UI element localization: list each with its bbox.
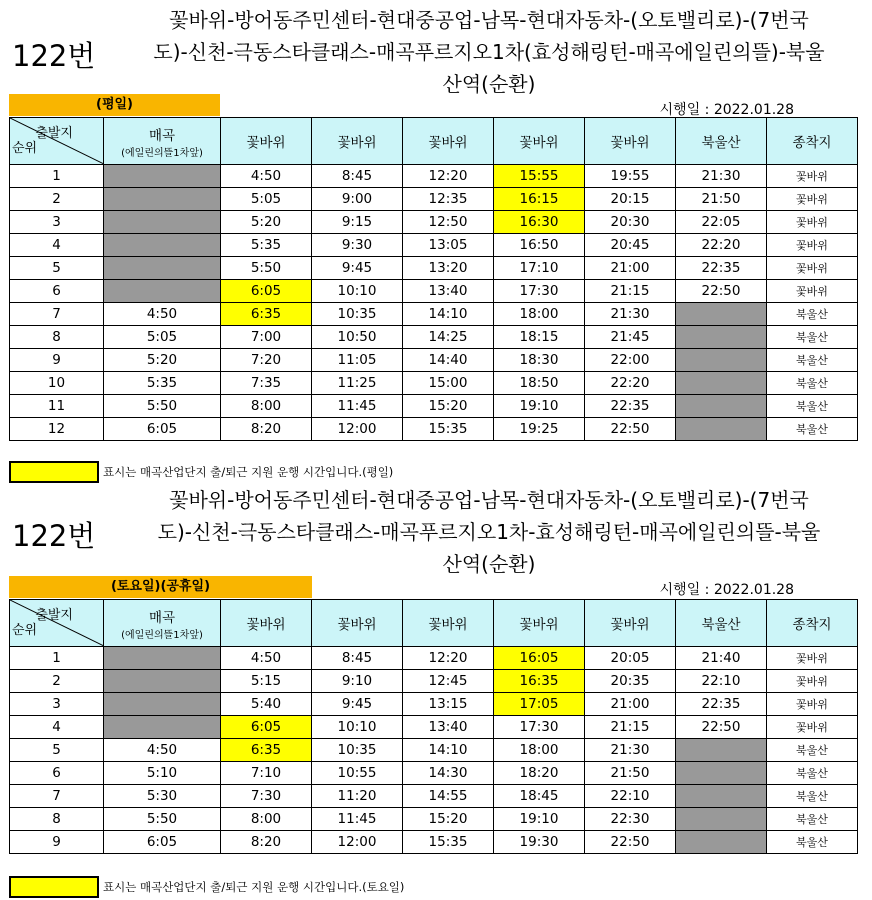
time-cell: 10:10: [312, 716, 403, 739]
time-cell: 9:00: [312, 188, 403, 211]
table-row: [10, 165, 858, 188]
terminal-cell: 꽃바위: [767, 211, 858, 234]
terminal-cell: 꽃바위: [767, 188, 858, 211]
time-cell: 20:45: [585, 234, 676, 257]
rank-cell: 8: [10, 808, 104, 831]
time-cell: [676, 739, 767, 762]
time-cell: 17:10: [494, 257, 585, 280]
header-maegok: [104, 600, 221, 647]
time-cell: 16:05: [494, 647, 585, 670]
timetable-body: [10, 647, 858, 854]
diagonal-header-cell: [10, 600, 104, 647]
header-col6: 꽃바위: [585, 118, 676, 165]
time-cell: 8:45: [312, 165, 403, 188]
time-cell: 4:50: [221, 647, 312, 670]
terminal-cell: 북울산: [767, 418, 858, 441]
table-row: [10, 808, 858, 831]
terminal-cell: 북울산: [767, 808, 858, 831]
time-cell: 10:35: [312, 739, 403, 762]
time-cell: 21:45: [585, 326, 676, 349]
effective-date: 시행일 : 2022.01.28: [659, 582, 794, 598]
time-cell: 10:10: [312, 280, 403, 303]
time-cell: 15:00: [403, 372, 494, 395]
rank-cell: 2: [10, 670, 104, 693]
time-cell: 13:40: [403, 716, 494, 739]
time-cell: 11:05: [312, 349, 403, 372]
rank-cell: 1: [10, 647, 104, 670]
terminal-cell: 북울산: [767, 739, 858, 762]
time-cell: 11:45: [312, 395, 403, 418]
time-cell: 5:35: [104, 372, 221, 395]
rank-cell: 6: [10, 280, 104, 303]
table-row: [10, 211, 858, 234]
rank-cell: 2: [10, 188, 104, 211]
time-cell: 5:05: [104, 326, 221, 349]
header-col4: 꽃바위: [403, 600, 494, 647]
time-cell: 5:30: [104, 785, 221, 808]
time-cell: 8:45: [312, 647, 403, 670]
timetable: [9, 599, 858, 854]
time-cell: 8:20: [221, 831, 312, 854]
table-row: [10, 670, 858, 693]
time-cell: 18:15: [494, 326, 585, 349]
header-row: [10, 600, 858, 647]
time-cell: 21:30: [585, 303, 676, 326]
time-cell: [676, 808, 767, 831]
time-cell: [676, 349, 767, 372]
time-cell: 16:50: [494, 234, 585, 257]
time-cell: 21:00: [585, 257, 676, 280]
time-cell: 12:00: [312, 831, 403, 854]
time-cell: 17:05: [494, 693, 585, 716]
time-cell: [104, 211, 221, 234]
time-cell: 5:50: [104, 395, 221, 418]
time-cell: [104, 165, 221, 188]
route-number: 122번: [12, 39, 96, 73]
time-cell: 18:50: [494, 372, 585, 395]
time-cell: 18:00: [494, 739, 585, 762]
time-cell: 22:35: [676, 257, 767, 280]
time-cell: 21:00: [585, 693, 676, 716]
table-row: [10, 739, 858, 762]
time-cell: 4:50: [104, 739, 221, 762]
time-cell: 22:20: [676, 234, 767, 257]
terminal-cell: 북울산: [767, 326, 858, 349]
time-cell: 10:55: [312, 762, 403, 785]
header-col7: 북울산: [676, 600, 767, 647]
time-cell: 21:40: [676, 647, 767, 670]
rank-cell: 11: [10, 395, 104, 418]
legend-swatch: [9, 461, 99, 483]
time-cell: 15:55: [494, 165, 585, 188]
time-cell: 22:35: [585, 395, 676, 418]
rank-cell: 4: [10, 716, 104, 739]
rank-label: 순위: [12, 141, 38, 156]
table-row: [10, 762, 858, 785]
rank-cell: 3: [10, 211, 104, 234]
terminal-cell: 꽃바위: [767, 234, 858, 257]
route-line-2: 도)-신천-극동스타클래스-매곡푸르지오1차-효성해링턴-매곡에일린의뜰-북울: [157, 520, 821, 544]
time-cell: 22:10: [585, 785, 676, 808]
time-cell: 6:05: [221, 716, 312, 739]
time-cell: [676, 418, 767, 441]
time-cell: 9:30: [312, 234, 403, 257]
table-row: [10, 188, 858, 211]
terminal-cell: 북울산: [767, 349, 858, 372]
time-cell: 14:10: [403, 739, 494, 762]
time-cell: 19:25: [494, 418, 585, 441]
header-terminal: 종착지: [767, 600, 858, 647]
time-cell: 9:15: [312, 211, 403, 234]
table-row: [10, 716, 858, 739]
time-cell: 9:10: [312, 670, 403, 693]
header-maegok-label: 매곡: [148, 609, 176, 626]
header-col2: 꽃바위: [221, 118, 312, 165]
time-cell: 16:15: [494, 188, 585, 211]
header-maegok-label: 매곡: [148, 127, 176, 144]
table-row: [10, 418, 858, 441]
time-cell: 17:30: [494, 280, 585, 303]
time-cell: 19:55: [585, 165, 676, 188]
rank-cell: 7: [10, 303, 104, 326]
route-line-1: 꽃바위-방어동주민센터-현대중공업-남목-현대자동차-(오토밸리로)-(7번국: [169, 488, 809, 512]
time-cell: 5:20: [104, 349, 221, 372]
rank-cell: 10: [10, 372, 104, 395]
rank-cell: 5: [10, 257, 104, 280]
terminal-cell: 꽃바위: [767, 716, 858, 739]
rank-label: 순위: [12, 623, 38, 638]
time-cell: 10:50: [312, 326, 403, 349]
time-cell: 21:15: [585, 280, 676, 303]
origin-label: 출발지: [35, 608, 73, 623]
time-cell: 20:30: [585, 211, 676, 234]
time-cell: 13:40: [403, 280, 494, 303]
time-cell: 9:45: [312, 693, 403, 716]
timetable-body: [10, 165, 858, 441]
terminal-cell: 꽃바위: [767, 670, 858, 693]
rank-cell: 4: [10, 234, 104, 257]
route-line-3: 산역(순환): [442, 552, 536, 576]
header-maegok-sub: (에일린의뜰1차앞): [121, 629, 203, 641]
route-number: 122번: [12, 519, 96, 553]
time-cell: 6:05: [221, 280, 312, 303]
table-row: [10, 234, 858, 257]
time-cell: [104, 188, 221, 211]
table-row: [10, 785, 858, 808]
rank-cell: 12: [10, 418, 104, 441]
time-cell: 5:40: [221, 693, 312, 716]
time-cell: 22:30: [585, 808, 676, 831]
time-cell: 19:10: [494, 808, 585, 831]
time-cell: 22:00: [585, 349, 676, 372]
time-cell: 22:50: [676, 280, 767, 303]
time-cell: 9:45: [312, 257, 403, 280]
terminal-cell: 북울산: [767, 785, 858, 808]
time-cell: 8:00: [221, 395, 312, 418]
time-cell: [104, 234, 221, 257]
route-line-1: 꽃바위-방어동주민센터-현대중공업-남목-현대자동차-(오토밸리로)-(7번국: [169, 8, 809, 32]
terminal-cell: 북울산: [767, 372, 858, 395]
time-cell: 5:05: [221, 188, 312, 211]
time-cell: [104, 670, 221, 693]
time-cell: 16:30: [494, 211, 585, 234]
route-description: [114, 4, 864, 100]
time-cell: [676, 395, 767, 418]
terminal-cell: 꽃바위: [767, 693, 858, 716]
time-cell: [104, 257, 221, 280]
time-cell: 12:00: [312, 418, 403, 441]
time-cell: 5:35: [221, 234, 312, 257]
rank-cell: 9: [10, 831, 104, 854]
time-cell: [676, 785, 767, 808]
time-cell: 18:45: [494, 785, 585, 808]
time-cell: 17:30: [494, 716, 585, 739]
table-row: [10, 326, 858, 349]
table-row: [10, 280, 858, 303]
header-maegok: [104, 118, 221, 165]
time-cell: 20:15: [585, 188, 676, 211]
day-type-label: (토요일)(공휴일): [9, 576, 312, 598]
origin-label: 출발지: [35, 126, 73, 141]
time-cell: 4:50: [104, 303, 221, 326]
time-cell: 15:20: [403, 808, 494, 831]
time-cell: [104, 693, 221, 716]
time-cell: 22:35: [676, 693, 767, 716]
table-row: [10, 372, 858, 395]
time-cell: 22:05: [676, 211, 767, 234]
terminal-cell: 북울산: [767, 303, 858, 326]
time-cell: 8:00: [221, 808, 312, 831]
time-cell: 22:10: [676, 670, 767, 693]
time-cell: 5:10: [104, 762, 221, 785]
time-cell: 21:15: [585, 716, 676, 739]
time-cell: 7:00: [221, 326, 312, 349]
time-cell: 14:25: [403, 326, 494, 349]
time-cell: 22:20: [585, 372, 676, 395]
table-row: [10, 257, 858, 280]
rank-cell: 1: [10, 165, 104, 188]
time-cell: 21:30: [585, 739, 676, 762]
rank-cell: 8: [10, 326, 104, 349]
time-cell: 20:05: [585, 647, 676, 670]
terminal-cell: 북울산: [767, 395, 858, 418]
time-cell: 12:45: [403, 670, 494, 693]
time-cell: 19:10: [494, 395, 585, 418]
time-cell: 5:50: [104, 808, 221, 831]
time-cell: 15:35: [403, 418, 494, 441]
time-cell: 20:35: [585, 670, 676, 693]
time-cell: 12:20: [403, 647, 494, 670]
table-row: [10, 647, 858, 670]
weekend-section: [0, 484, 872, 900]
time-cell: 14:40: [403, 349, 494, 372]
time-cell: 5:15: [221, 670, 312, 693]
header-terminal: 종착지: [767, 118, 858, 165]
terminal-cell: 북울산: [767, 762, 858, 785]
route-line-3: 산역(순환): [442, 72, 536, 96]
terminal-cell: 꽃바위: [767, 165, 858, 188]
time-cell: 12:50: [403, 211, 494, 234]
terminal-cell: 북울산: [767, 831, 858, 854]
time-cell: [676, 303, 767, 326]
day-type-label: (평일): [9, 94, 220, 116]
time-cell: 18:30: [494, 349, 585, 372]
diagonal-header-cell: [10, 118, 104, 165]
time-cell: 5:50: [221, 257, 312, 280]
header-col3: 꽃바위: [312, 600, 403, 647]
table-row: [10, 831, 858, 854]
header-row: [10, 118, 858, 165]
time-cell: 19:30: [494, 831, 585, 854]
time-cell: 18:00: [494, 303, 585, 326]
time-cell: 13:15: [403, 693, 494, 716]
header-col6: 꽃바위: [585, 600, 676, 647]
header-col3: 꽃바위: [312, 118, 403, 165]
terminal-cell: 꽃바위: [767, 647, 858, 670]
rank-cell: 7: [10, 785, 104, 808]
time-cell: 14:10: [403, 303, 494, 326]
time-cell: 22:50: [585, 831, 676, 854]
effective-date: 시행일 : 2022.01.28: [659, 102, 794, 118]
time-cell: [104, 647, 221, 670]
time-cell: 7:10: [221, 762, 312, 785]
time-cell: 5:20: [221, 211, 312, 234]
time-cell: 6:05: [104, 418, 221, 441]
time-cell: 4:50: [221, 165, 312, 188]
terminal-cell: 꽃바위: [767, 280, 858, 303]
rank-cell: 9: [10, 349, 104, 372]
route-description: [114, 484, 864, 580]
time-cell: 16:35: [494, 670, 585, 693]
time-cell: 21:30: [676, 165, 767, 188]
header-col2: 꽃바위: [221, 600, 312, 647]
legend-text: 표시는 매곡산업단지 출/퇴근 지원 운행 시간입니다.(토요일): [103, 880, 405, 894]
header-col4: 꽃바위: [403, 118, 494, 165]
route-line-2: 도)-신천-극동스타클래스-매곡푸르지오1차(효성해링턴-매곡에일린의뜰)-북울: [153, 40, 825, 64]
time-cell: 18:20: [494, 762, 585, 785]
rank-cell: 3: [10, 693, 104, 716]
time-cell: 21:50: [676, 188, 767, 211]
time-cell: 10:35: [312, 303, 403, 326]
header-maegok-sub: (에일린의뜰1차앞): [121, 147, 203, 159]
time-cell: [104, 716, 221, 739]
time-cell: 13:05: [403, 234, 494, 257]
time-cell: 12:35: [403, 188, 494, 211]
header-col5: 꽃바위: [494, 600, 585, 647]
rank-cell: 5: [10, 739, 104, 762]
time-cell: 7:30: [221, 785, 312, 808]
table-row: [10, 349, 858, 372]
time-cell: 6:05: [104, 831, 221, 854]
time-cell: [676, 831, 767, 854]
time-cell: [104, 280, 221, 303]
time-cell: 14:55: [403, 785, 494, 808]
time-cell: 6:35: [221, 739, 312, 762]
time-cell: 22:50: [676, 716, 767, 739]
table-row: [10, 693, 858, 716]
time-cell: 12:20: [403, 165, 494, 188]
time-cell: 8:20: [221, 418, 312, 441]
header-col5: 꽃바위: [494, 118, 585, 165]
table-row: [10, 303, 858, 326]
time-cell: 11:20: [312, 785, 403, 808]
time-cell: 21:50: [585, 762, 676, 785]
time-cell: 7:20: [221, 349, 312, 372]
time-cell: 11:25: [312, 372, 403, 395]
table-row: [10, 395, 858, 418]
rank-cell: 6: [10, 762, 104, 785]
time-cell: [676, 326, 767, 349]
time-cell: 22:50: [585, 418, 676, 441]
time-cell: 6:35: [221, 303, 312, 326]
time-cell: 14:30: [403, 762, 494, 785]
terminal-cell: 꽃바위: [767, 257, 858, 280]
legend-text: 표시는 매곡산업단지 출/퇴근 지원 운행 시간입니다.(평일): [103, 465, 394, 479]
legend-swatch: [9, 876, 99, 898]
time-cell: [676, 372, 767, 395]
time-cell: 11:45: [312, 808, 403, 831]
time-cell: 7:35: [221, 372, 312, 395]
time-cell: [676, 762, 767, 785]
timetable: [9, 117, 858, 441]
time-cell: 15:35: [403, 831, 494, 854]
header-col7: 북울산: [676, 118, 767, 165]
time-cell: 15:20: [403, 395, 494, 418]
time-cell: 13:20: [403, 257, 494, 280]
